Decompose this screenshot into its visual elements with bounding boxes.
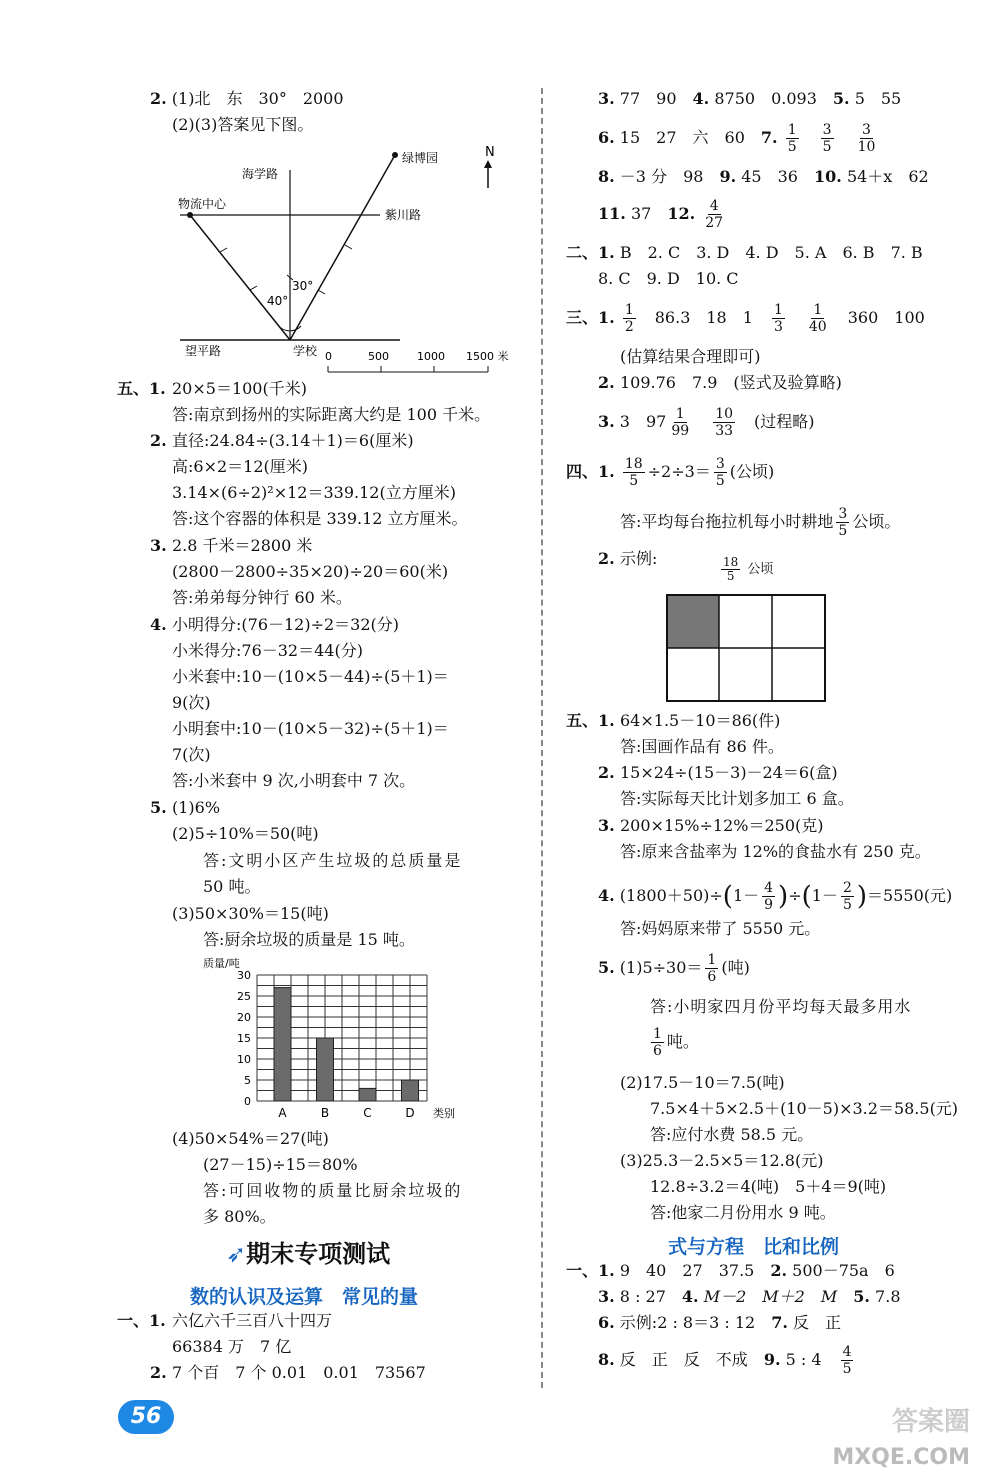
fraction [669, 406, 691, 439]
ans: 2. C 3. D 4. D 5. A 6. B 7. B [647, 243, 923, 262]
q-num: 7. [760, 128, 778, 147]
ans: ÷ [788, 886, 802, 905]
bar-C [359, 1088, 376, 1101]
fraction [651, 1026, 664, 1059]
line: 64×1.5－10＝86(件) [620, 711, 781, 730]
ans: 54＋x 62 [846, 167, 929, 186]
q-num: 4. [681, 1287, 699, 1306]
num: 4 [842, 1344, 852, 1360]
den: 5 [838, 523, 848, 539]
num: 10 [715, 406, 734, 422]
line: 答:国画作品有 86 件。 [620, 737, 784, 756]
den: 5 [629, 473, 639, 489]
page-number: 56 [118, 1400, 174, 1434]
section-head: 四、1. [566, 462, 615, 481]
q-num: 9. [719, 167, 737, 186]
ans: 360 100 [847, 308, 925, 327]
ans: ＝5550(元) [867, 886, 953, 905]
num: 2 [842, 880, 852, 896]
line: (27－15)÷15＝80% [203, 1155, 358, 1174]
fraction [721, 556, 740, 583]
angle-40-label: 40° [267, 294, 289, 308]
line: 六亿六千三百八十四万 [172, 1311, 333, 1330]
ans: 示例:2 : 8＝3 : 12 [619, 1313, 756, 1332]
r-row4 [598, 196, 728, 232]
line: 答:小明家四月份平均每天最多用水 [650, 997, 912, 1016]
section-two-row2: 8. C 9. D 10. C [598, 269, 739, 288]
num: 4 [764, 880, 774, 896]
ans: 86.3 18 1 [654, 308, 753, 327]
r-row3 [598, 166, 929, 188]
q2-line1 [150, 88, 344, 110]
q-num: 11. [598, 204, 626, 223]
line: 答:妈妈原来带了 5550 元。 [620, 919, 821, 938]
line: 7 个百 7 个 0.01 0.01 73567 [172, 1363, 426, 1382]
five-r-4 [598, 876, 952, 917]
rocket-icon: ➶ [226, 1240, 247, 1268]
s-row4 [598, 1342, 856, 1378]
scale-0: 0 [325, 350, 332, 363]
q-num: 2. [150, 89, 167, 108]
line: (4)50×54%＝27(吨) [172, 1129, 329, 1148]
q-num: 8. [598, 1350, 615, 1369]
num: 18 [723, 555, 739, 569]
q-num: 5. [598, 958, 615, 977]
expo-point [392, 152, 398, 158]
num: 1 [773, 302, 783, 318]
q-num: 4. [150, 615, 167, 634]
q2-line2: (2)(3)答案见下图。 [172, 115, 314, 134]
ans: 5 : 4 [785, 1350, 822, 1369]
title-text: 期末专项测试 [246, 1240, 391, 1268]
den: 5 [726, 569, 735, 583]
section-head: 二、1. [566, 243, 615, 262]
den: 27 [705, 215, 724, 231]
section-two-row1 [566, 242, 923, 264]
den: 33 [715, 423, 734, 439]
line: 答:厨余垃圾的质量是 15 吨。 [203, 930, 415, 949]
q-num: 4. [692, 89, 710, 108]
num: 3 [822, 122, 832, 138]
y-tick-label: 30 [237, 969, 251, 982]
ans: M－2 M＋2 M [703, 1287, 838, 1306]
den: 5 [715, 473, 725, 489]
line: 高:6×2＝12(厘米) [172, 457, 309, 476]
y-tick-label: 25 [237, 990, 251, 1003]
line: 2.8 千米＝2800 米 [172, 536, 313, 555]
fraction [856, 122, 878, 155]
line: 9(次) [172, 693, 211, 712]
label-wangping-road: 望平路 [185, 344, 222, 358]
section-five-r-head: 五、1. [566, 711, 615, 730]
four-answer [620, 504, 900, 540]
line: (2)17.5－10＝7.5(吨) [620, 1073, 785, 1092]
fraction [841, 1344, 854, 1377]
logistics-point [187, 212, 193, 218]
line: 小米得分:76－32＝44(分) [172, 641, 363, 660]
den: 6 [707, 969, 717, 985]
garbage-bar-chart [195, 955, 465, 1125]
q-num: 2. [598, 373, 615, 392]
watermark-logo: 答案圈 [891, 1407, 970, 1437]
line: 答:原来含盐率为 12%的食盐水有 250 克。 [620, 842, 931, 861]
q-num: 6. [598, 128, 615, 147]
line: 66384 万 7 亿 [172, 1337, 292, 1356]
paren: ( [801, 881, 812, 912]
section-head: 三、1. [566, 308, 615, 327]
q-num: 3. [598, 89, 615, 108]
scale-1000: 1000 [417, 350, 445, 363]
line: 答:南京到扬州的实际距离大约是 100 千米。 [172, 405, 491, 424]
q-num: 7. [771, 1313, 788, 1332]
ans: 公顷。 [852, 512, 901, 531]
ans: (1)5÷30＝ [619, 958, 703, 977]
ans: 反 正 [793, 1313, 842, 1332]
label-ziquan-road: 紫川路 [385, 208, 422, 222]
label-logistics: 物流中心 [178, 197, 227, 211]
paren: ) [778, 881, 789, 912]
fraction [821, 122, 834, 155]
den: 40 [808, 319, 827, 335]
ans: B [619, 243, 632, 262]
line: 7.5×4＋5×2.5＋(10－5)×3.2＝58.5(元) [650, 1099, 959, 1118]
fraction [841, 880, 854, 913]
num: 1 [813, 302, 823, 318]
den: 99 [671, 423, 690, 439]
num: 4 [709, 198, 719, 214]
y-tick-label: 15 [237, 1032, 251, 1045]
line: 小明得分:(76－12)÷2＝32(分) [172, 615, 400, 634]
den: 5 [842, 897, 852, 913]
line: 12.8÷3.2＝4(吨) 5＋4＝9(吨) [650, 1177, 887, 1196]
q-num: 3. [150, 536, 167, 555]
q-num: 3. [598, 816, 615, 835]
den: 3 [773, 319, 783, 335]
q-num: 5. [150, 798, 167, 817]
ans: (1800＋50)÷ [619, 886, 723, 905]
num: 3 [715, 456, 725, 472]
label-school: 学校 [293, 344, 318, 358]
y-tick-label: 0 [244, 1095, 251, 1108]
q-num: 4. [598, 886, 615, 905]
line: 答:他家二月份用水 9 吨。 [650, 1203, 836, 1222]
angle-30-label: 30° [292, 279, 314, 293]
line: (3)50×30%＝15(吨) [172, 904, 329, 923]
line: 答:可回收物的质量比厨余垃圾的 [203, 1181, 463, 1200]
ans: －3 分 98 [619, 167, 704, 186]
ans: 5 55 [854, 89, 902, 108]
s-row3 [598, 1312, 841, 1334]
line: 3.14×(6÷2)²×12＝339.12(立方厘米) [172, 483, 456, 502]
final-test-title [226, 1234, 390, 1269]
bar-D [402, 1080, 419, 1101]
line: 109.76 7.9 (竖式及验算略) [620, 373, 842, 392]
y-tick-label: 5 [244, 1074, 251, 1087]
line: 多 80%。 [203, 1207, 276, 1226]
section-five-head: 五、1. [117, 379, 166, 398]
north-label: N [485, 145, 495, 160]
num: 1 [624, 302, 634, 318]
paren: ) [856, 881, 868, 912]
q-num: 10. [814, 167, 842, 186]
section-four-row1 [566, 454, 774, 490]
y-tick-label: 10 [237, 1053, 251, 1066]
bar-A [274, 988, 291, 1101]
x-tick-label: C [363, 1106, 372, 1120]
line: (2)5÷10%＝50(吨) [172, 824, 319, 843]
ans: 反 正 反 不成 [619, 1350, 748, 1369]
line: 50 吨。 [203, 877, 261, 896]
line: 答:实际每天比计划多加工 6 盒。 [620, 789, 854, 808]
den: 10 [857, 139, 876, 155]
line: 20×5＝100(千米) [172, 379, 307, 398]
ans: 吨。 [666, 1032, 699, 1051]
fraction [807, 302, 829, 335]
q-num: 2. [770, 1261, 788, 1280]
three-row3 [598, 404, 815, 440]
ans: 1－ [732, 886, 760, 905]
line: 示例: [620, 549, 658, 568]
line: (2800－2800÷35×20)÷20＝60(米) [172, 562, 449, 581]
y-tick-label: 20 [237, 1011, 251, 1024]
five-r-5 [598, 950, 750, 986]
direction-map [170, 140, 530, 380]
line: 直径:24.84÷(3.14＋1)＝6(厘米) [172, 431, 414, 450]
line: 答:这个容器的体积是 339.12 立方厘米。 [172, 509, 468, 528]
y-axis-label: 质量/吨 [203, 957, 240, 970]
fraction [713, 406, 735, 439]
ans: 500－75a 6 [792, 1261, 895, 1280]
column-divider [541, 88, 543, 1388]
ans: 1－ [811, 886, 838, 905]
subsection-title: 数的认识及运算 常见的量 [190, 1286, 419, 1308]
q-num: 3. [598, 1287, 615, 1306]
q-num: 6. [598, 1313, 615, 1332]
x-tick-label: A [278, 1106, 287, 1120]
scale-1500: 1500 米 [466, 350, 509, 363]
q-num: 2. [598, 549, 615, 568]
num: 1 [707, 952, 717, 968]
line: 答:小米套中 9 次,小明套中 7 次。 [172, 771, 416, 790]
ans: 8750 0.093 [714, 89, 817, 108]
unit: 公顷 [747, 562, 774, 577]
line: (1)6% [172, 798, 221, 817]
fraction [786, 122, 799, 155]
line: 小米套中:10－(10×5－44)÷(5＋1)＝ [172, 667, 449, 686]
shaded-cell [667, 595, 719, 648]
label-haixue-road: 海学路 [242, 167, 279, 181]
line: 7(次) [172, 745, 211, 764]
line: 小明套中:10－(10×5－32)÷(5＋1)＝ [172, 719, 449, 738]
line: 答:弟弟每分钟行 60 米。 [172, 588, 352, 607]
den: 5 [842, 1361, 852, 1377]
ans: ÷2÷3＝ [647, 462, 711, 481]
section-head: 一、1. [566, 1261, 615, 1280]
scale-500: 500 [368, 350, 389, 363]
fraction [836, 506, 849, 539]
ans: (过程略) [754, 412, 815, 431]
section-one-head: 一、1. [117, 1311, 166, 1330]
den: 5 [787, 139, 797, 155]
ans: 8 : 27 [619, 1287, 666, 1306]
ans: 45 36 [741, 167, 798, 186]
q-num: 2. [150, 431, 167, 450]
bar-B [317, 1038, 334, 1101]
fraction [623, 456, 645, 489]
den: 2 [624, 319, 634, 335]
subsection-title-2: 式与方程 比和比例 [668, 1236, 840, 1258]
fraction [623, 302, 636, 335]
line: 答:文明小区产生垃圾的总质量是 [203, 851, 463, 870]
num: 1 [653, 1026, 662, 1042]
q-num: 2. [598, 763, 615, 782]
area-grid [666, 594, 828, 704]
r-row2 [598, 120, 880, 156]
fraction [772, 302, 785, 335]
q-num: 3. [598, 412, 615, 431]
x-tick-label: B [320, 1106, 330, 1120]
line: 15×24÷(15－3)－24＝6(盒) [620, 763, 838, 782]
ans: (公顷) [729, 462, 775, 481]
fraction [762, 880, 775, 913]
num: 1 [787, 122, 797, 138]
r-row1 [598, 88, 901, 110]
ans: (吨) [721, 958, 750, 977]
ans: 15 27 六 60 [619, 128, 745, 147]
ans: 答:平均每台拖拉机每小时耕地 [620, 512, 834, 531]
num: 1 [675, 406, 685, 422]
line: (3)25.3－2.5×5＝12.8(元) [620, 1151, 824, 1170]
ans: 7.8 [875, 1287, 901, 1306]
label-green-expo: 绿博园 [402, 151, 439, 165]
num: 3 [862, 122, 871, 138]
five-r-5-ans [648, 1024, 699, 1060]
q-num: 2. [150, 1363, 167, 1382]
section-three-row1 [566, 300, 925, 336]
watermark-url: MXQE.COM [832, 1445, 970, 1470]
fraction [714, 456, 727, 489]
q-num: 9. [763, 1350, 781, 1369]
ans: 77 90 [619, 89, 677, 108]
q-num: 8. [598, 167, 615, 186]
q-num: 5. [853, 1287, 870, 1306]
den: 9 [764, 897, 774, 913]
ans: 3 97 [619, 412, 667, 431]
paren: ( [722, 881, 733, 912]
q-num: 5. [832, 89, 850, 108]
ans: 37 [630, 204, 652, 223]
s-row2 [598, 1286, 901, 1308]
num: 18 [624, 456, 643, 472]
line: 答:应付水费 58.5 元。 [650, 1125, 814, 1144]
s-row1 [566, 1260, 895, 1282]
den: 5 [822, 139, 832, 155]
fraction [705, 952, 718, 985]
num: 3 [838, 506, 848, 522]
den: 6 [653, 1043, 662, 1059]
q-num: 12. [667, 204, 696, 223]
line: 200×15%÷12%＝250(克) [620, 816, 824, 835]
x-axis-label: 类别 [433, 1107, 455, 1120]
answer-text: (1)北 东 30° 2000 [171, 89, 344, 108]
grid-label [718, 556, 773, 583]
line: (估算结果合理即可) [620, 347, 761, 366]
fraction [703, 198, 725, 231]
ans: 9 40 27 37.5 [619, 1261, 755, 1280]
x-tick-label: D [405, 1106, 415, 1120]
